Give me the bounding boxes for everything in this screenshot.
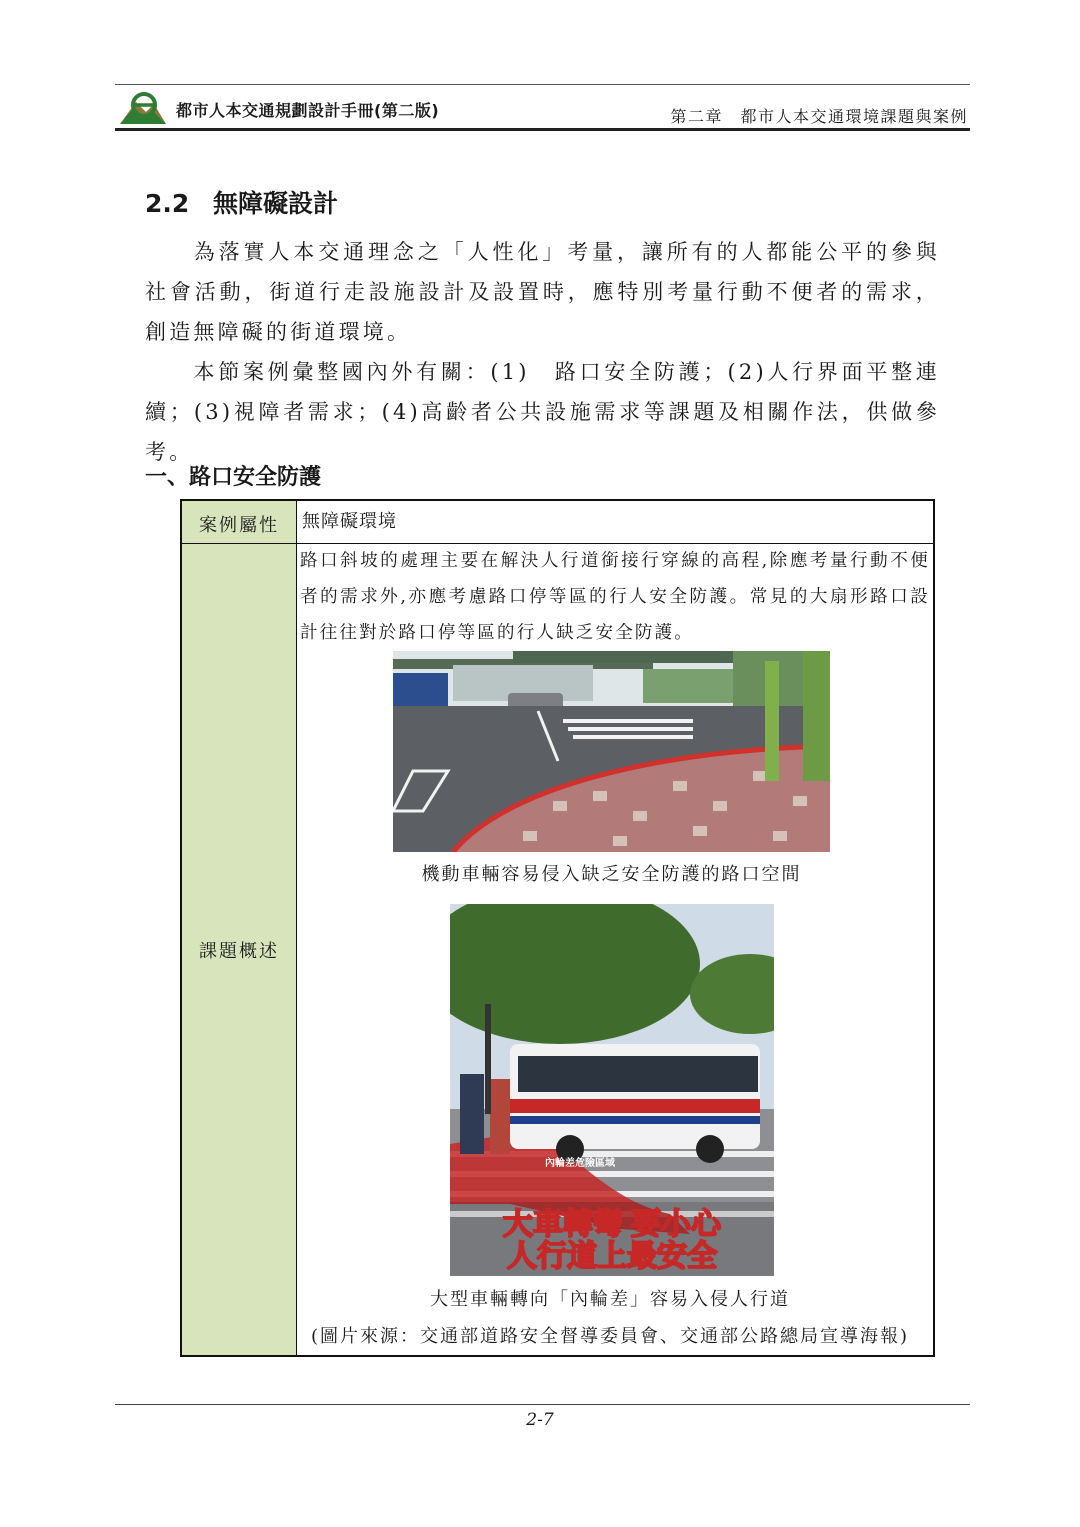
poster-line1b: 要小心 bbox=[631, 1207, 721, 1242]
section-number: 2.2 bbox=[145, 189, 190, 218]
poster-zone-label: 內輪差危險區域 bbox=[545, 1158, 615, 1169]
section-title: 無障礙設計 bbox=[213, 189, 339, 218]
intro-paragraph bbox=[145, 232, 940, 352]
photo1-caption: 機動車輛容易侵入缺乏安全防護的路口空間 bbox=[421, 864, 802, 885]
issue-description: 路口斜坡的處理主要在解決人行道銜接行穿線的高程,除應考量行動不便者的需求外,亦應考慮路口停等區的行人安全防護。常見的大扇形路口設計往往對於路口停等區的行人缺乏安全防護。 bbox=[300, 551, 930, 643]
intro-paragraph-text: 為落實人本交通理念之「人性化」考量，讓所有的人都能公平的參與社會活動，街道行走設施設計及設置時，應特別考量行動不便者的需求，創造無障礙的街道環境。 bbox=[145, 240, 940, 344]
photo2-caption: 大型車輛轉向「內輪差」容易入侵人行道 bbox=[430, 1289, 790, 1310]
poster-line2: 人行道上最安全 bbox=[507, 1239, 717, 1274]
scope-paragraph-text: 本節案例彙整國內外有關：(1) 路口安全防護；(2)人行界面平整連續；(3)視障者需求；(4)高齡者公共設施需求等課題及相關作法，供做參考。 bbox=[145, 360, 940, 464]
logo-icon bbox=[118, 88, 168, 126]
header-bottom-rule bbox=[115, 128, 970, 131]
case-attribute-label: 案例屬性 bbox=[199, 515, 279, 536]
page-number: 2-7 bbox=[526, 1410, 554, 1430]
image-source: (圖片來源：交通部道路安全督導委員會、交通部公路總局宣導海報) bbox=[310, 1326, 910, 1347]
manual-title: 都市人本交通規劃設計手冊(第二版) bbox=[176, 101, 440, 120]
case-attribute-value: 無障礙環境 bbox=[302, 511, 397, 532]
header-top-rule bbox=[115, 84, 970, 85]
scope-paragraph bbox=[145, 352, 940, 472]
issue-overview-label: 課題概述 bbox=[199, 941, 279, 962]
poster-line1 bbox=[503, 1207, 722, 1242]
subsection-title: 一、路口安全防護 bbox=[145, 465, 322, 490]
intersection-photo bbox=[393, 651, 830, 852]
bus-safety-poster bbox=[450, 904, 774, 1276]
label-column bbox=[182, 501, 297, 1355]
footer-rule bbox=[115, 1404, 970, 1405]
poster-line1a: 大車轉彎 bbox=[503, 1207, 623, 1242]
section-heading bbox=[145, 184, 338, 220]
chapter-title: 第二章 都市人本交通環境課題與案例 bbox=[670, 107, 968, 126]
